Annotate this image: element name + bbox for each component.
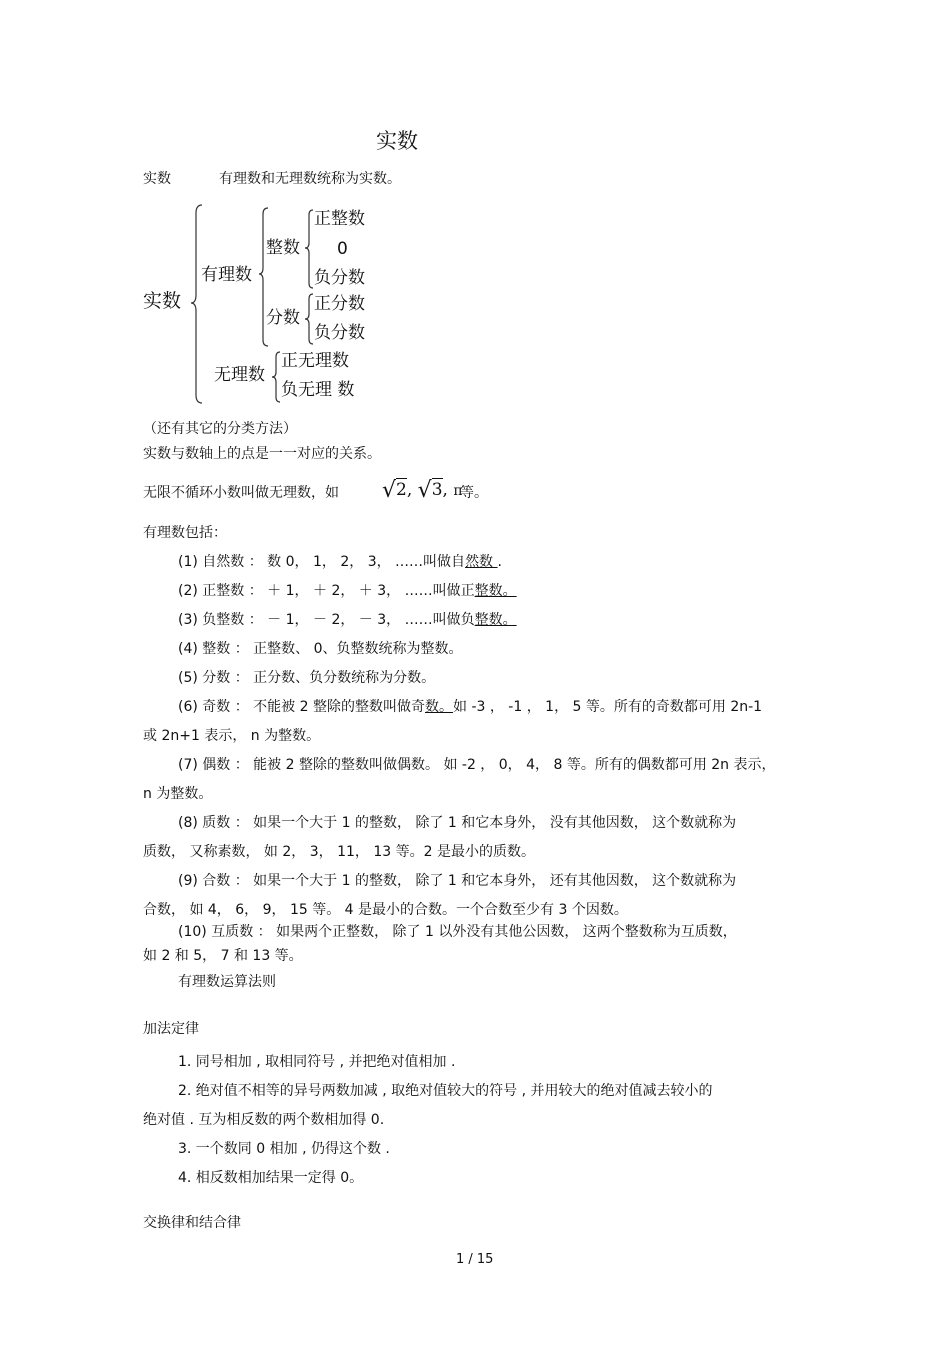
tree-integer: 整数 bbox=[266, 238, 300, 258]
irrational-definition: 无限不循环小数叫做无理数，如 bbox=[143, 485, 339, 501]
sqrt-symbol: √ bbox=[382, 478, 397, 503]
item-prime-numbers: (8) 质数 ： 如果一个大于 1 的整数， 除了 1 和它本身外， 没有其他因数， 这个数就称为 bbox=[178, 815, 737, 831]
item-odd-numbers-cont: 或 2n+1 表示， n 为整数。 bbox=[143, 728, 321, 744]
addition-heading: 加法定律 bbox=[143, 1021, 199, 1037]
item-odd-numbers: (6) 奇数 ： 不能被 2 整除的整数叫做奇数。如 -3 ， -1 ， 1， 5 等。所有的奇数都可用 2n-1 bbox=[178, 699, 763, 715]
pi-symbol: π bbox=[453, 483, 463, 499]
brace-root bbox=[190, 203, 206, 405]
definition-text: 有理数和无理数统称为实数。 bbox=[219, 171, 401, 187]
sqrt-symbol: √ bbox=[417, 478, 432, 503]
tree-rational: 有理数 bbox=[201, 265, 252, 285]
commutative-heading: 交换律和结合律 bbox=[143, 1215, 241, 1231]
rule-2-cont: 绝对值 . 互为相反数的两个数相加得 0. bbox=[143, 1112, 385, 1128]
item-coprime-numbers-cont: 如 2 和 5， 7 和 13 等。 bbox=[143, 948, 303, 964]
tree-irrational: 无理数 bbox=[214, 365, 265, 385]
item-even-numbers-cont: n 为整数。 bbox=[143, 786, 213, 802]
tree-positive-fraction: 正分数 bbox=[314, 294, 365, 314]
tree-root: 实数 bbox=[143, 290, 182, 312]
item-natural-numbers: (1) 自然数 ： 数 0， 1， 2， 3， ……叫做自然数 . bbox=[178, 554, 502, 570]
page-number: 1 / 15 bbox=[456, 1252, 494, 1267]
tree-positive-integer: 正整数 bbox=[314, 209, 365, 229]
item-prime-numbers-cont: 质数， 又称素数， 如 2， 3， 11， 13 等。2 是最小的质数。 bbox=[143, 844, 535, 860]
rational-heading: 有理数包括： bbox=[143, 525, 227, 541]
classification-note: （还有其它的分类方法） bbox=[143, 421, 297, 437]
rule-4: 4. 相反数相加结果一定得 0。 bbox=[178, 1170, 364, 1186]
rule-3: 3. 一个数同 0 相加 , 仍得这个数 . bbox=[178, 1141, 390, 1157]
irrational-suffix: 等。 bbox=[460, 485, 488, 501]
item-fractions: (5) 分数 ： 正分数、负分数统称为分数。 bbox=[178, 670, 436, 686]
page-title: 实数 bbox=[376, 129, 418, 153]
definition-term: 实数 bbox=[143, 171, 171, 187]
radicand-2: 2 bbox=[396, 480, 407, 500]
number-line-statement: 实数与数轴上的点是一一对应的关系。 bbox=[143, 446, 381, 462]
comma: , bbox=[406, 480, 418, 500]
tree-fraction: 分数 bbox=[266, 308, 300, 328]
tree-zero: 0 bbox=[337, 239, 348, 259]
item-even-numbers: (7) 偶数 ： 能被 2 整除的整数叫做偶数。 如 -2 ， 0， 4， 8 等。所有的偶数都可用 2n 表示， bbox=[178, 757, 776, 773]
tree-negative-integer: 负分数 bbox=[314, 268, 365, 288]
item-positive-integers: (2) 正整数 ： ＋ 1， ＋ 2， ＋ 3， ……叫做正整数。 bbox=[178, 583, 517, 599]
tree-negative-fraction: 负分数 bbox=[314, 323, 365, 343]
operations-heading: 有理数运算法则 bbox=[178, 974, 276, 990]
item-coprime-numbers: (10) 互质数 ： 如果两个正整数， 除了 1 以外没有其他公因数， 这两个整数称为互质数， bbox=[178, 924, 737, 940]
comma: , bbox=[442, 480, 454, 500]
tree-negative-irrational: 负无理 数 bbox=[281, 380, 355, 400]
item-integers: (4) 整数 ： 正整数、 0、负整数统称为整数。 bbox=[178, 641, 463, 657]
item-composite-numbers-cont: 合数， 如 4， 6， 9， 15 等。 4 是最小的合数。一个合数至少有 3 个因数。 bbox=[143, 902, 628, 918]
irrational-examples bbox=[382, 478, 463, 503]
item-composite-numbers: (9) 合数 ： 如果一个大于 1 的整数， 除了 1 和它本身外， 还有其他因数， 这个数就称为 bbox=[178, 873, 737, 889]
rule-2: 2. 绝对值不相等的异号两数加减 , 取绝对值较大的符号 , 并用较大的绝对值减去较小的 bbox=[178, 1083, 713, 1099]
item-negative-integers: (3) 负整数 ： － 1， － 2， － 3， ……叫做负整数。 bbox=[178, 612, 517, 628]
rule-1: 1. 同号相加 , 取相同符号 , 并把绝对值相加 . bbox=[178, 1054, 456, 1070]
tree-positive-irrational: 正无理数 bbox=[281, 351, 349, 371]
radicand-3: 3 bbox=[431, 480, 443, 500]
